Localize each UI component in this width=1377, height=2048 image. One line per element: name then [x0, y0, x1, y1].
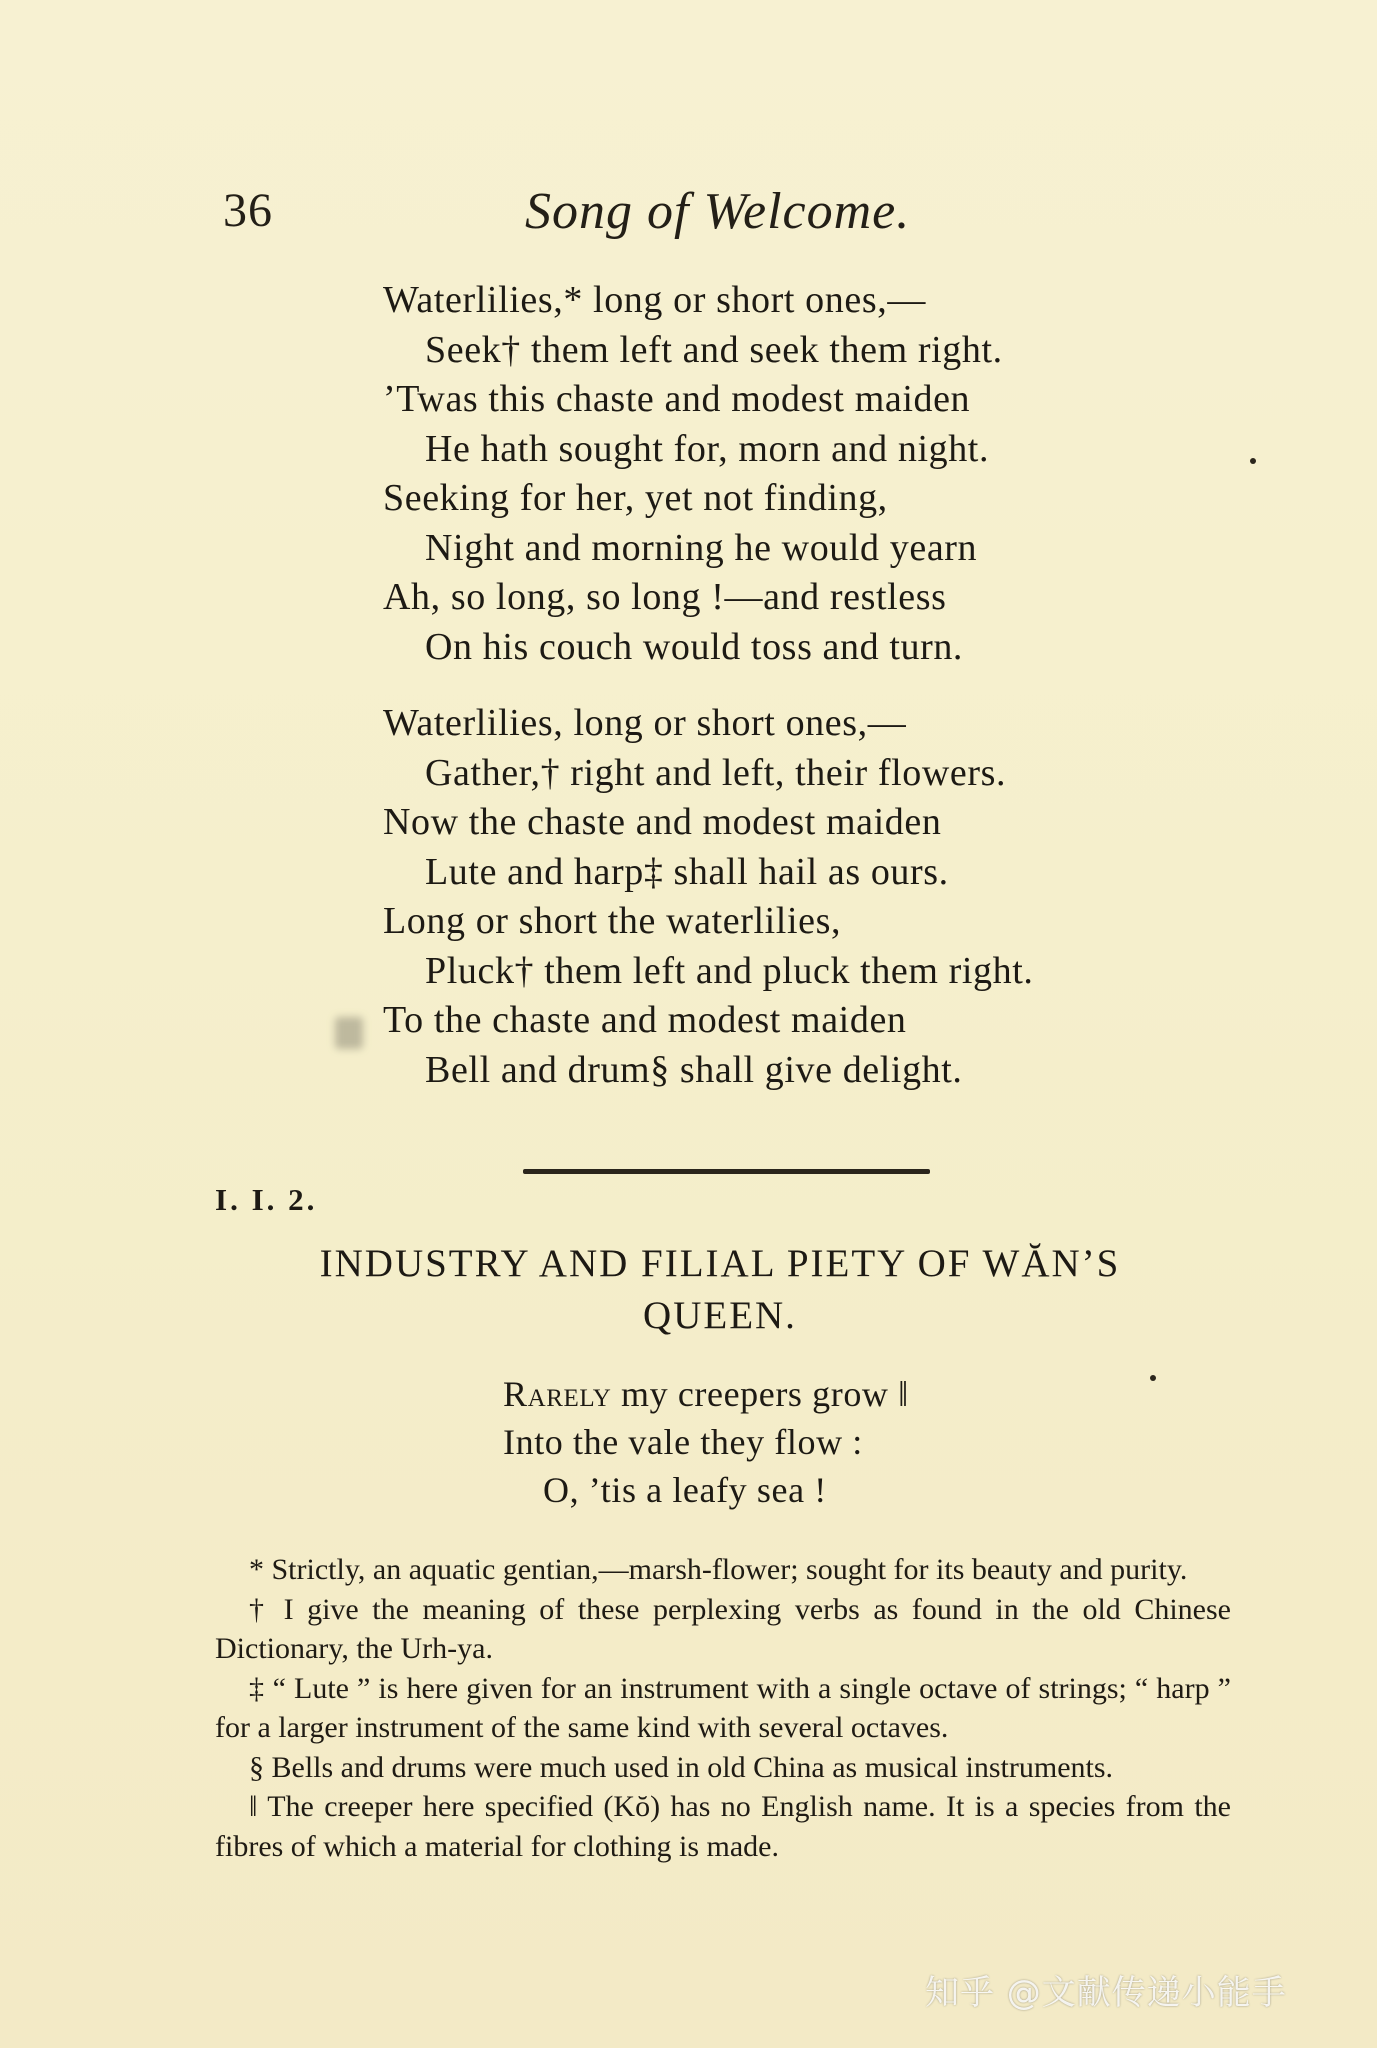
stanza-1	[383, 276, 1283, 672]
ink-speck	[1250, 458, 1256, 464]
poem-line: Lute and harp‡ shall hail as ours.	[425, 850, 949, 893]
poem-line: ’Twas this chaste and modest maiden	[383, 378, 971, 420]
poem-line: Waterlilies, long or short ones,—	[383, 702, 907, 744]
section-title-line: INDUSTRY AND FILIAL PIETY OF WĂN’S	[319, 1242, 1121, 1285]
poem	[383, 276, 1283, 1095]
poem-line: Waterlilies,* long or short ones,—	[383, 279, 926, 321]
poem-line: Seeking for her, yet not finding,	[383, 477, 888, 519]
section-number: I. I. 2.	[215, 1182, 318, 1217]
poem-line-rest: my creepers grow ‖	[611, 1374, 909, 1414]
poem-line	[503, 1370, 909, 1418]
poem-line: Bell and drum§ shall give delight.	[425, 1048, 963, 1091]
footnote: ‡ “ Lute ” is here given for an instrument with a single octave of strings; “ harp ” for a larger instrument of the same kind with several octaves.	[215, 1671, 1231, 1744]
poem-line: On his couch would toss and turn.	[425, 625, 964, 668]
poem-line: Seek† them left and seek them right.	[425, 328, 1003, 371]
section-title-line: QUEEN.	[643, 1294, 797, 1337]
stanza-2	[383, 699, 1283, 1095]
footnotes	[215, 1550, 1231, 1866]
poem-line: Pluck† them left and pluck them right.	[425, 949, 1034, 992]
ink-speck	[1150, 1375, 1156, 1381]
poem-excerpt	[503, 1370, 909, 1514]
poem-line: Now the chaste and modest maiden	[383, 801, 942, 843]
poem-line: Gather,† right and left, their flowers.	[425, 751, 1007, 794]
smallcaps-word: Rarely	[503, 1374, 612, 1414]
footnote: § Bells and drums were much used in old China as musical instruments.	[249, 1750, 1114, 1784]
watermark: 知乎 @文献传递小能手	[925, 1973, 1287, 2013]
poem-line: O, ’tis a leafy sea !	[543, 1470, 827, 1510]
page-number: 36	[223, 184, 273, 237]
footnote: † I give the meaning of these perplexing verbs as found in the old Chinese Dictionary, the Urh-ya.	[215, 1592, 1231, 1665]
footnote: ‖ The creeper here specified (Kŏ) has no English name. It is a species from the fibres of which a material for clothing is made.	[215, 1790, 1231, 1863]
poem-line: Long or short the waterlilies,	[383, 900, 842, 942]
poem-line: He hath sought for, morn and night.	[425, 427, 990, 470]
poem-line: Night and morning he would yearn	[425, 526, 978, 569]
poem-line: Into the vale they flow :	[503, 1422, 863, 1462]
ink-smudge	[335, 1017, 363, 1049]
running-title: Song of Welcome.	[525, 183, 911, 240]
section-divider	[523, 1169, 930, 1174]
section-title	[200, 1238, 1240, 1342]
poem-line: Ah, so long, so long !—and restless	[383, 576, 947, 618]
poem-line: To the chaste and modest maiden	[383, 999, 907, 1041]
footnote: * Strictly, an aquatic gentian,—marsh-flower; sought for its beauty and purity.	[249, 1553, 1188, 1586]
